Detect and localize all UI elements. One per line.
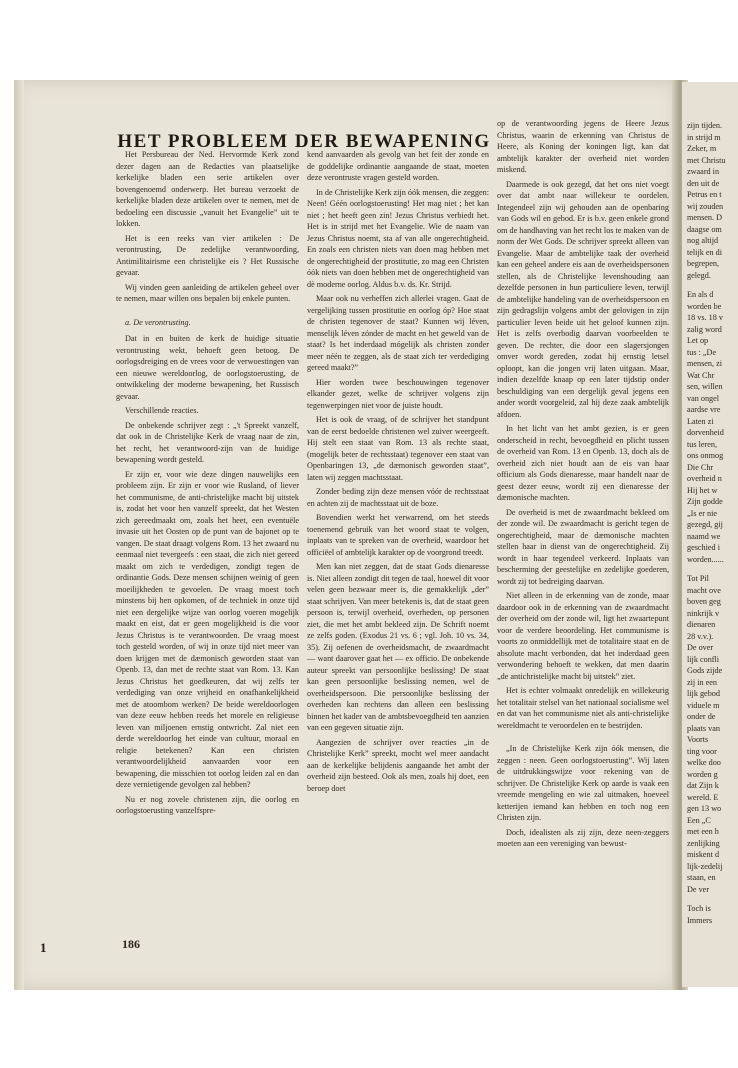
adjacent-page-line: plaats van xyxy=(687,723,720,733)
adjacent-page-column xyxy=(687,120,738,926)
adjacent-page-line: worden g xyxy=(687,769,718,779)
adjacent-page-line: daagse om xyxy=(687,224,722,234)
adjacent-page-line: „Is er nie xyxy=(687,508,718,518)
adjacent-page-line: lijk gebod xyxy=(687,689,720,698)
adjacent-page-line: Zeker, m xyxy=(687,144,717,153)
adjacent-page-line: in strijd m xyxy=(687,132,721,142)
adjacent-page-line: Let op xyxy=(687,336,709,345)
adjacent-page-line: worden be xyxy=(687,301,722,311)
paragraph: Zonder beding zijn deze mensen vóór de rechtsstaat en achten zij de machtsstaat uit de boze. xyxy=(307,487,489,508)
adjacent-page-line: boven geg xyxy=(687,597,721,606)
adjacent-page-line: den uit de xyxy=(687,178,720,188)
adjacent-page-line: ons onmog xyxy=(687,451,724,460)
paragraph: Het is ook de vraag, of de schrijver het standpunt van de eerst bedoelde christenen wel zuiver weergeeft. Hij stelt een staat van Rom. 13 als rechte staat, (mogelijk beter de rechtsstaat) tegenover een staat van Openbaringen 13, „de dæmonisch geworden staat”, laten wij zeggen machtsstaat. xyxy=(307,415,489,482)
adjacent-page-line: ninkrijk v xyxy=(687,608,720,618)
adjacent-page-line: wij zouden xyxy=(687,201,724,211)
paragraph: Hier worden twee beschouwingen tegenover elkander gezet, welke de schrijver volgens zijn tegenwerpingen niet voor de juiste houdt. xyxy=(307,377,489,410)
paragraph: Daarmede is ook gezegd, dat het ons niet voegt over dat ambt naar willekeur te oordelen. Integendeel zijn wij gehouden aan de openbaring van Gods wil en gebod. Er is b.v. geen enkele grond om de handhaving van het recht los te maken van de norm der Wet Gods. De schrijver spreekt alleen van Evangelie. Maar de ambtelijke taak der overheid kan een geheel andere eis aan de overheidspersonen stellen, als de Christelijke levenshouding aan dezelfde personen in hun particuliere leven, terwijl de ambtelijke handeling van de overheidspersoon en zijn gedragslijn volgens ambt der gelovigen in zijn particulier leven beide uit het geloof kunnen zijn. Het is zelfs overbodig daarvan voorbeelden te geven. De rechter, die door een slagersjongen omver wordt gereden, zodat hij ernstig letsel oploopt, kan die jongen vrij laten uitgaan. Maar, indien dezelfde knaap op een later tijdstip onder beschuldiging van een dergelijk geval jegens een ander wordt voorgeleid, zal hij deze zaak ambtelijk afdoen. xyxy=(497,179,669,419)
section-heading: a. De verontrusting. xyxy=(125,317,191,327)
adjacent-page-line: Zijn godde xyxy=(687,497,723,506)
adjacent-page-line: De ver xyxy=(687,884,710,894)
paragraph: Er zijn er, voor wie deze dingen nauwelijks een probleem zijn. Er zijn er voor wie Rusland, of liever het communisme, de anti-christelijke macht bij uitstek is, zodat het voor hen vanzelf spreekt, dat het Westen zich gereedmaakt om, zoals het heet, een eventuële invasie uit het Oosten op de punt van de bajonet op te vangen. De staat draagt volgens Rom. 13 het zwaard nu eenmaal niet tevergeefs : een staat, die zich niet gereed maakt om zich te verdedigen, zondigt tegen de ordinantie Gods. Deze mensen schijnen weinig of geen moeilijkheden te gevoelen. De vraag moest toch minstens bij hen opkomen, of de techniek in onze tijd niet een dergelijke wijze van oorlog voeren mogelijk maakt en eist, dat er geen mogelijkheid is die voor Jezus Christus is te verantwoorden. De vraag moest toch gesteld worden, of wij in onze tijd niet meer van doen krijgen met de dæmonisch geworden staat van Openb. 13, dan met de rechte staat van Rom. 13. Kan Jezus Christus het goedkeuren, dat wij zelfs ter verdediging van onze vrijheid en onafhankelijkheid met de atoombom werken? De beide wereldoorlogen van deze eeuw hebben reeds het morele en religieuse leven van miljoenen ernstig ontwricht. Zal niet een derde wereldoorlog het einde van cultuur, moraal en religie betekenen? Kan een christen verantwoordelijkheid aanvaarden voor een bewapening, die misschien tot oorlog leiden zal en dan deze vernietigende gevolgen zal hebben? xyxy=(116,469,299,789)
paragraph: „In de Christelijke Kerk zijn óók mensen, die zeggen : neen. Geen oorlogstoerusting”. Wij laten de uitdrukkingswijze voor rekening van de schrijver. De Christelijke Kerk op aarde is vaak een vreemde mengeling en wie zal uitmaken, hoeveel ketterijen iemand kan hebben en toch nog een Christen zijn. xyxy=(497,744,669,822)
paragraph: De overheid is met de zwaardmacht bekleed om der zonde wil. De zwaardmacht is gericht tegen de ongerechtigheid, maar de dæmonische machten stellen haar in dienst van de ongerechtigheid. Zij wordt in haar tegendeel verkeerd. Inplaats van bescherming der geestelijke en zedelijke goederen, wordt zij tot bedreiging daarvan. xyxy=(497,507,669,586)
adjacent-page-line: gen 13 wo xyxy=(687,804,722,813)
adjacent-page-line: dat Zijn k xyxy=(687,781,719,790)
paragraph: op de verantwoording jegens de Heere Jezus Christus, waarin de erkenning van Christus de Heere, als Koning der koningen ligt, kan dat ambtelijk karakter der overheid niet worden miskend. xyxy=(497,119,669,174)
adjacent-page-line: worden...... xyxy=(687,554,724,564)
paragraph: Niet alleen in de erkenning van de zonde, maar daardoor ook in de erkenning van de zwaardmacht der overheid om der zonde wil, ligt het zwaartepunt voor de verdere beoordeling. Het communisme is voorts zo onmiddellijk met de totalitaire staat en de absolute macht verbonden, dat het inderdaad geen verwondering behoeft te wekken, dat men daarin „de antichristelijke macht bij uitstek” ziet. xyxy=(497,591,669,681)
adjacent-page-line: aardse vre xyxy=(687,405,721,414)
adjacent-page-line: lijk-zedelij xyxy=(687,861,723,871)
paragraph: Het Persbureau der Ned. Hervormde Kerk zond dezer dagen aan de Redacties van plaatselijke kerkelijke bladen een serie artikelen over bovengenoemd onderwerp. Het bureau verzoekt de kerkelijke bladen deze artikelen over te nemen, met de bedoeling een discussie „vanuit het Evangelie” uit te lokken. xyxy=(116,150,299,228)
adjacent-page-line: Immers xyxy=(687,915,713,925)
adjacent-page-line: 28 v.v.). xyxy=(687,631,714,641)
column-3 xyxy=(497,118,669,853)
paragraph: kend aanvaarden als gevolg van het feit der zonde en de goddelijke ordinantie aangaande de staat, moeten deze verontruste vragen gesteld worden. xyxy=(307,150,489,182)
adjacent-page-line: viduele m xyxy=(687,700,720,710)
adjacent-page-line: zij in een xyxy=(687,677,718,687)
paragraph: Nu er nog zovele christenen zijn, die oorlog en oorlogstoerusting vanzelfspre- xyxy=(116,794,299,815)
adjacent-page-line: lijk confli xyxy=(687,654,720,664)
adjacent-page-line: naamd we xyxy=(687,531,721,541)
paragraph: In het licht van het ambt gezien, is er geen onderscheid in recht, bevoegdheid en plicht tussen de overheid van Rom. 13 en Openb. 13, doch als de overheid zich niet houdt aan de eis van haar officium als Gods dienaresse, maar handelt naar de geest dezer eeuw, wordt zij een dienaresse der dæmonische machten. xyxy=(497,424,669,502)
adjacent-page-line: sen, willen xyxy=(687,382,723,391)
adjacent-page-line: Voorts xyxy=(687,735,709,744)
paragraph: Doch, idealisten als zij zijn, deze neen-zeggers moeten aan een vereniging van bewust- xyxy=(497,827,669,848)
adjacent-page-line: dienaren xyxy=(687,620,716,629)
adjacent-page-line: wereld. E xyxy=(687,792,719,802)
adjacent-page-line: nog altijd xyxy=(687,236,719,245)
paragraph: Maar ook nu verheffen zich allerlei vragen. Gaat de vergelijking tussen prostitutie en oorlog óp? Hoe staat de christen tegenover de staat? Kunnen wij léven, menselijk léven zónder de macht en het geweld van de staat? Is het inderdaad mógelijk als christen zonder meer néén te zeggen, als de staat zich ter verdediging gereed maakt?” xyxy=(307,294,489,372)
page-number: 186 xyxy=(122,937,140,951)
adjacent-page-line: Wat Chr xyxy=(687,370,715,380)
paragraph: Dat in en buiten de kerk de huidige situatie verontrusting wekt, behoeft geen betoog. De oorlogsdreiging en de vrees voor de verwoestingen van een nieuwe wereldoorlog, de oorlogstoerusting, de ontwikkeling der moderne bewapening, het Russisch gevaar. xyxy=(116,334,299,401)
adjacent-page-line: Toch is xyxy=(687,904,711,913)
paragraph: In de Christelijke Kerk zijn óók mensen, die zeggen: Neen! Géén oorlogstoerusting! Het mag niet ; het kan niet ; het heeft geen zin! Jezus Christus verbiedt het. Het is in strijd met het Evangelie. Wie de naam van Jezus Christus noemt, sta af van alle ongerechtigheid. En zoals een christen niets van doen mag hebben met de ongerechtigheid der prostitutie, zo mag een Christen óók niets van doen hebben met de ongerechtigheid van dè moderne oorlog. Aldus b.v. ds. Kr. Strijd. xyxy=(307,187,489,289)
paragraph: Wij vinden geen aanleiding de artikelen geheel over te nemen, maar willen ons bepalen bij enkele punten. xyxy=(116,282,299,303)
paragraph: Bovendien werkt het verwarrend, om het steeds toenemend gebruik van het woord staat te volgen, inplaats van te spreken van de overheid, waardoor het officiëel of ambtelijk karakter op de voorgrond treedt. xyxy=(307,513,489,557)
adjacent-page-line: zijn tijden. xyxy=(687,121,723,130)
paragraph: Men kan niet zeggen, dat de staat Gods dienaresse is. Niet alleen zondigt dit tegen de taal, hoewel dit voor velen geen bezwaar meer is, die gemakkelijk „der” staat schrijven. Van meer betekenis is, dat de staat geen persoon is, terwijl overheid, overheden, op personen ziet, die met het ambt bekleed zijn. De Schrift noemt ze zelfs goden. (Exodus 21 vs. 6 ; vgl. Joh. 10 vs. 34, 35). Zij oefenen de overheidsmacht, de zwaardmacht — want daarover gaat het — ex officio. De onbekende auteur spreekt van persoonlijke beslissing! De staat kan geen persoonlijke beslissing nemen, wel de overheidspersoon. Die persoonlijke beslissing der overheden kan rechtens dan alleen een beslissing binnen het kader van de ambtsbevoegdheid ten aanzien van een gegeven situatie zijn. xyxy=(307,562,489,732)
adjacent-page-line: met een h xyxy=(687,827,719,836)
adjacent-page-line: Tot Pil xyxy=(687,574,709,583)
adjacent-page-line: van ongel xyxy=(687,393,720,403)
adjacent-page-line: mensen. D xyxy=(687,213,723,222)
adjacent-page-line: begrepen, xyxy=(687,259,720,268)
adjacent-page-line: staan, en xyxy=(687,873,716,882)
paragraph: Aangezien de schrijver over reacties „in de Christelijke Kerk” spreekt, mocht wel meer aandacht aan de kerkelijke belijdenis aangaande het ambt der overheid zijn besteed. Ook als men, zoals hij doet, een beroep doet xyxy=(307,737,489,793)
adjacent-page-line: En als d xyxy=(687,290,714,299)
adjacent-page-line: Petrus en t xyxy=(687,190,722,199)
adjacent-page-line: overheid n xyxy=(687,474,722,483)
adjacent-page-line: met Christu xyxy=(687,155,726,165)
adjacent-page-line: geschied i xyxy=(687,543,720,552)
paragraph: De onbekende schrijver zegt : „'t Spreekt vanzelf, dat ook in de Christelijke Kerk de vraag naar de zin, het recht, het verantwoord-zijn van de huidige bewapening wordt gesteld. xyxy=(116,420,299,464)
adjacent-page-line: Laten zi xyxy=(687,416,714,426)
column-1 xyxy=(116,149,299,820)
adjacent-page-line: onder de xyxy=(687,712,716,721)
adjacent-page-line: macht ove xyxy=(687,585,721,595)
adjacent-page-line: telijk en di xyxy=(687,247,723,257)
paragraph: Het is echter volmaakt onredelijk en willekeurig het totalitair stelsel van het nationaal socialisme wel en dat van het communisme niet als anti-christelijke wereldmacht te veroordelen en te bestrijden. xyxy=(497,686,669,730)
adjacent-page-line: zenlijking xyxy=(687,838,720,848)
adjacent-page-line: Een „C xyxy=(687,815,711,825)
margin-mark: 1 xyxy=(40,940,47,955)
adjacent-page-line: ting voor xyxy=(687,746,717,756)
adjacent-page-line: welke doo xyxy=(687,758,721,767)
adjacent-page xyxy=(682,82,738,987)
adjacent-page-line: 18 vs. 18 v xyxy=(687,313,723,322)
adjacent-page-line: miskent d xyxy=(687,850,720,859)
paragraph: Verschillende reacties. xyxy=(125,406,199,415)
adjacent-page-line: Gods zijde xyxy=(687,666,723,675)
column-2 xyxy=(307,149,489,797)
adjacent-page-line: De over xyxy=(687,643,714,652)
adjacent-page-line: gezegd, gij xyxy=(687,520,723,529)
adjacent-page-line: dorvenheid xyxy=(687,428,724,437)
adjacent-page-line: zalig word xyxy=(687,324,722,334)
article-title: HET PROBLEEM DER BEWAPENING xyxy=(117,130,491,152)
adjacent-page-line: Die Chr xyxy=(687,462,714,472)
adjacent-page-line: gelegd. xyxy=(687,270,711,280)
adjacent-page-line: zwaard in xyxy=(687,167,720,176)
page-edge-shadow xyxy=(14,80,24,990)
paragraph: Het is een reeks van vier artikelen : De verontrusting, De zedelijke verantwoording, Antimilitairisme een christelijke eis ? Het Russische gevaar. xyxy=(116,233,299,277)
adjacent-page-line: mensen, zi xyxy=(687,359,723,368)
adjacent-page-line: tus leren, xyxy=(687,439,718,449)
adjacent-page-line: Hij het w xyxy=(687,485,718,495)
adjacent-page-line: tus : „De xyxy=(687,347,717,357)
